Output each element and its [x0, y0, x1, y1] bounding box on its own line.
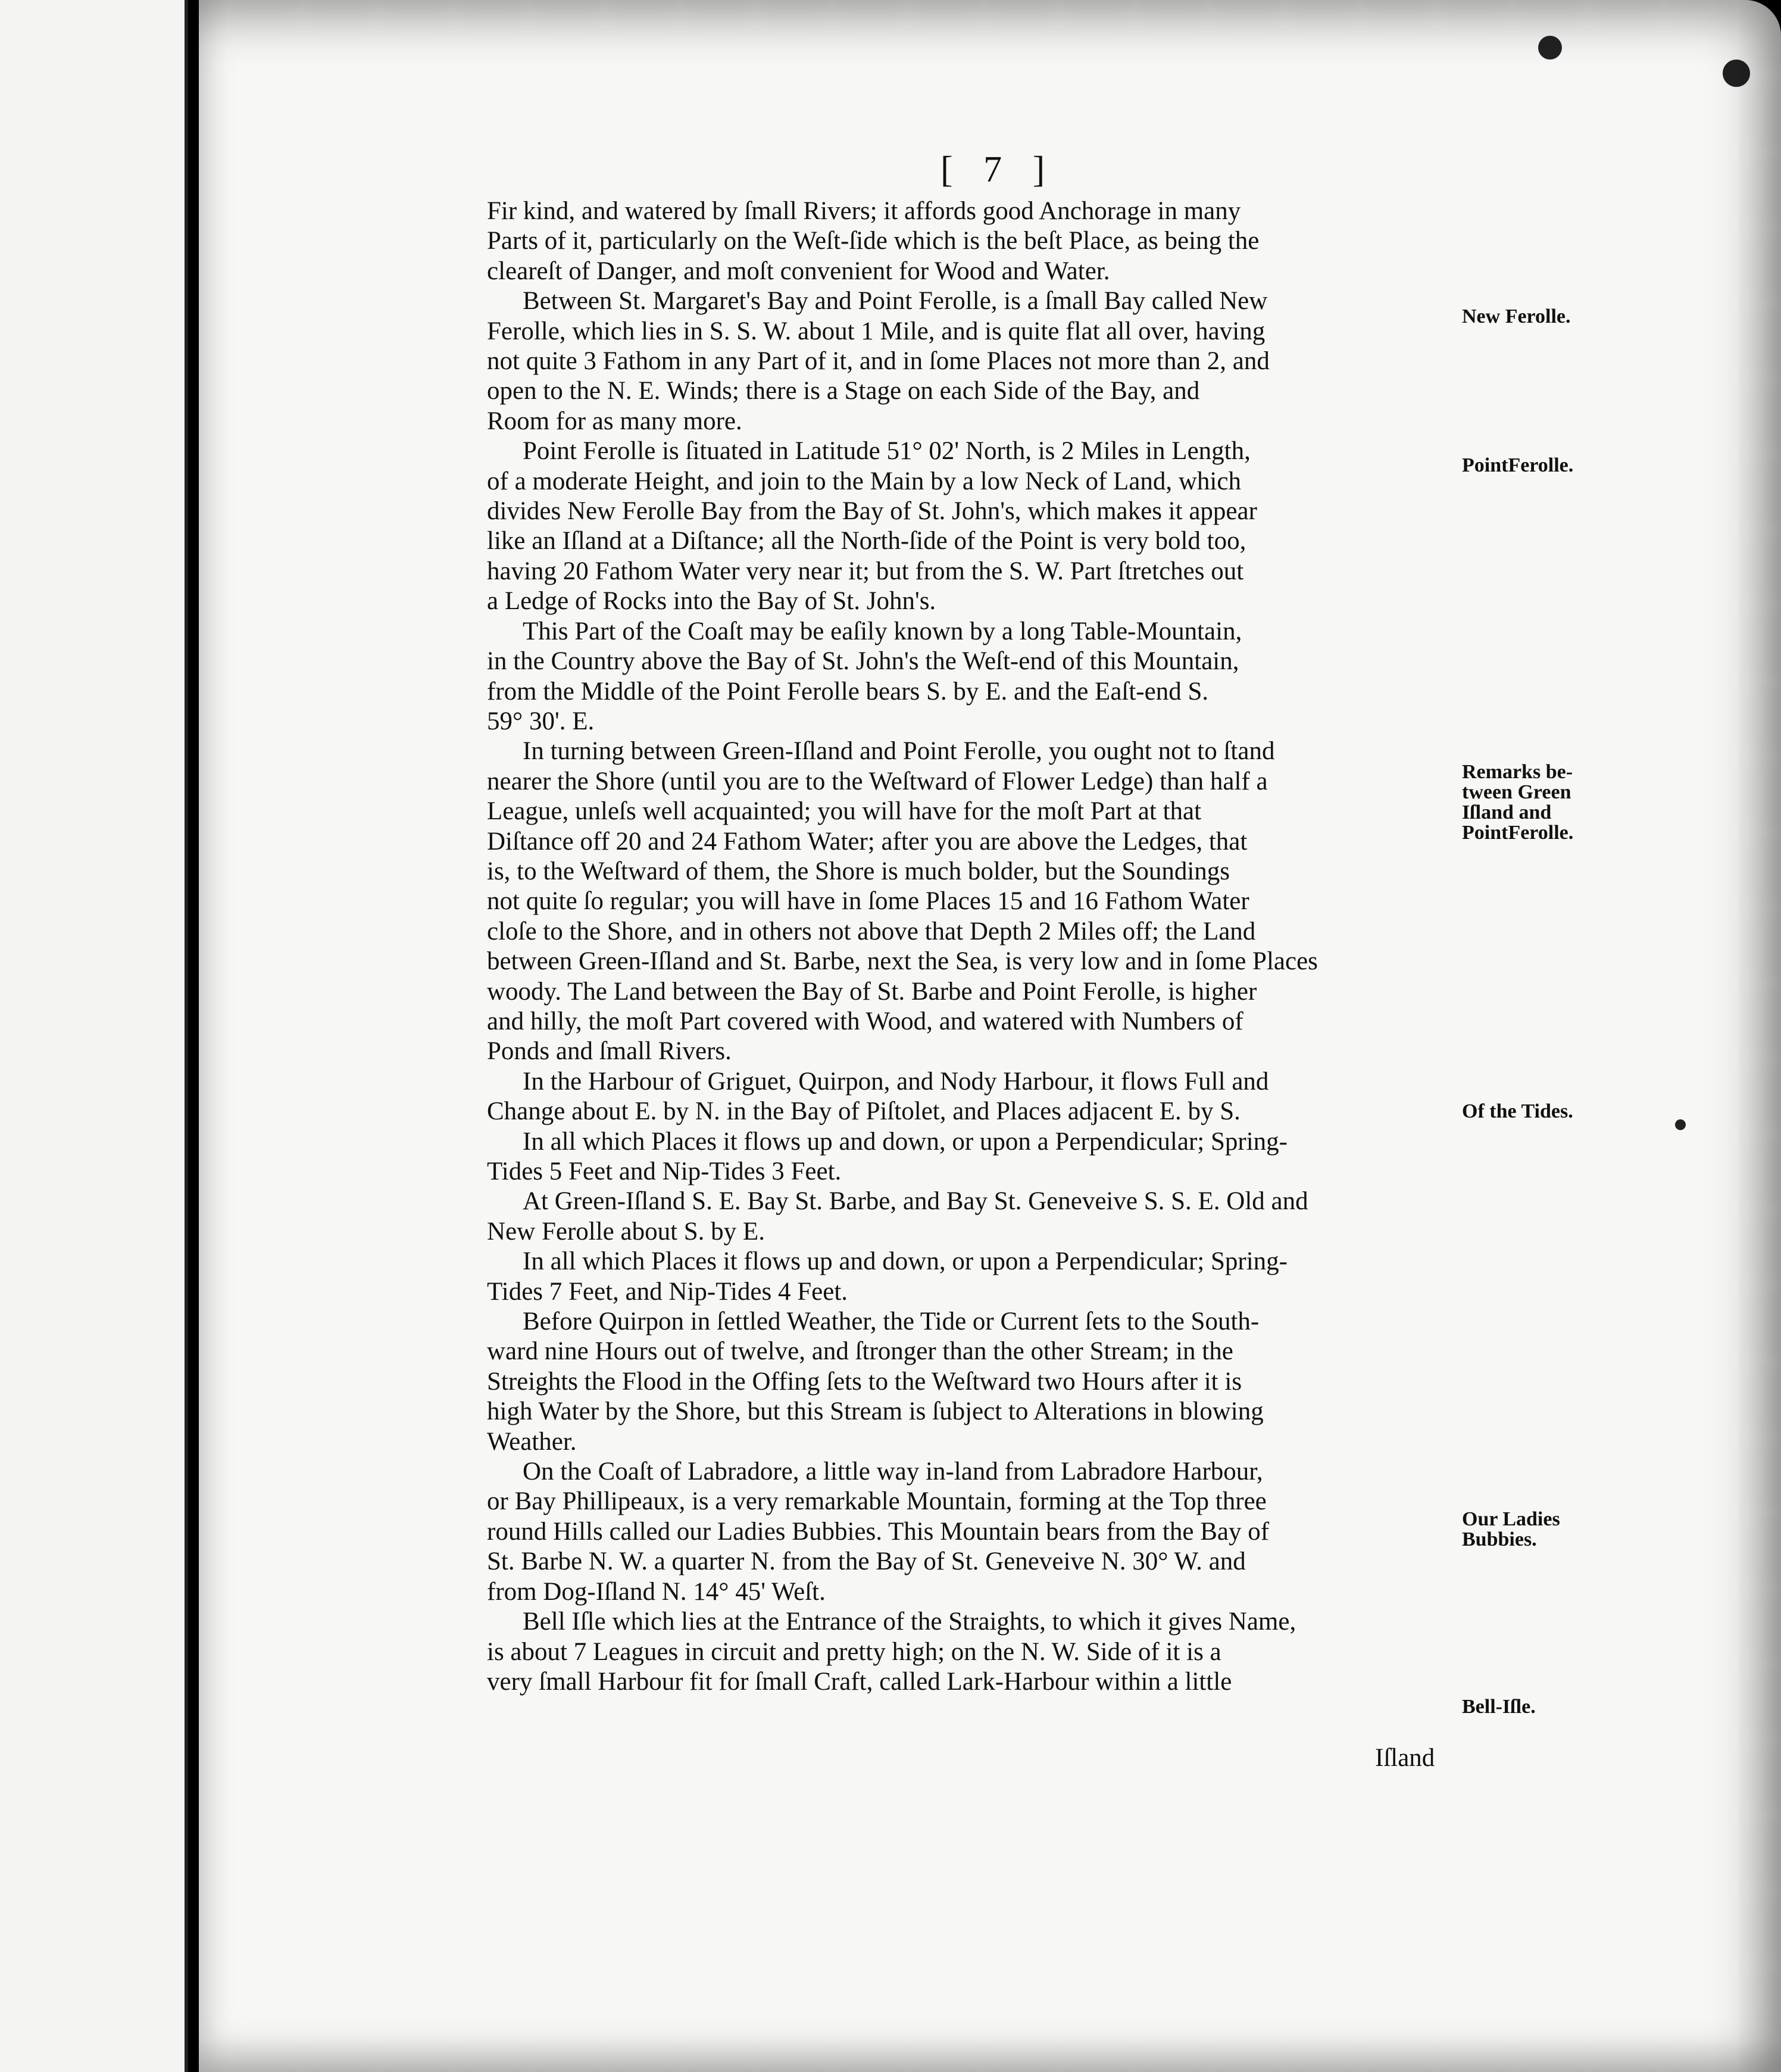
text-line: not quite 3 Fathom in any Part of it, and in ſome Places not more than 2, and [487, 347, 1270, 376]
paragraph [487, 196, 1457, 286]
paragraph [487, 617, 1457, 737]
stain-mark [1723, 60, 1750, 87]
text-line: In all which Places it flows up and down, or upon a Perpendicular; Spring- [523, 1127, 1288, 1156]
text-line: is about 7 Leagues in circuit and pretty high; on the N. W. Side of it is a [487, 1637, 1221, 1666]
text-line: In turning between Green-Iſland and Point Ferolle, you ought not to ſtand [523, 737, 1275, 766]
text-line: Ponds and ſmall Rivers. [487, 1037, 732, 1066]
margin-note: New Ferolle. [1462, 305, 1571, 327]
text-line: Before Quirpon in ſettled Weather, the Tide or Current ſets to the South- [523, 1308, 1260, 1336]
paragraph [487, 1607, 1457, 1697]
text-line: or Bay Phillipeaux, is a very remarkable Mountain, forming at the Top three [487, 1487, 1267, 1516]
paragraph [487, 1127, 1457, 1187]
text-line: Change about E. by N. in the Bay of Piſtolet, and Places adjacent E. by S. [487, 1097, 1241, 1126]
text-line: At Green-Iſland S. E. Bay St. Barbe, and Bay St. Geneveive S. S. E. Old and [523, 1187, 1308, 1216]
page-number: [ 7 ] [941, 149, 1056, 190]
text-line: like an Iſland at a Diſtance; all the North-ſide of the Point is very bold too, [487, 527, 1246, 556]
paragraph [487, 286, 1457, 436]
margin-note: PointFerolle. [1462, 454, 1574, 476]
text-line: having 20 Fathom Water very near it; but from the S. W. Part ſtretches out [487, 557, 1244, 585]
paragraph [487, 1307, 1457, 1457]
paragraph [487, 1457, 1457, 1607]
text-line: Fir kind, and watered by ſmall Rivers; it affords good Anchorage in many [487, 197, 1241, 225]
margin-note: Remarks be-tween Green Iſland and PointFerolle. [1462, 761, 1574, 844]
text-line: is, to the Weſtward of them, the Shore is much bolder, but the Soundings [487, 857, 1230, 885]
margin-note: Our Ladies Bubbies. [1462, 1508, 1560, 1550]
stain-mark [1538, 36, 1562, 60]
text-line: 59° 30'. E. [487, 707, 595, 735]
text-line: Room for as many more. [487, 407, 742, 435]
text-line: Diſtance off 20 and 24 Fathom Water; after you are above the Ledges, that [487, 827, 1248, 856]
text-line: Ferolle, which lies in S. S. W. about 1 Mile, and is quite flat all over, having [487, 317, 1266, 345]
text-line: cloſe to the Shore, and in others not above that Depth 2 Miles off; the Land [487, 917, 1256, 945]
text-line: from the Middle of the Point Ferolle bears S. by E. and the Eaſt-end S. [487, 677, 1209, 706]
paragraph [487, 436, 1457, 616]
text-line: Between St. Margaret's Bay and Point Ferolle, is a ſmall Bay called New [523, 287, 1268, 316]
text-line: Tides 7 Feet, and Nip-Tides 4 Feet. [487, 1277, 848, 1306]
text-line: Point Ferolle is ſituated in Latitude 51° 02' North, is 2 Miles in Length, [523, 437, 1251, 466]
text-line: nearer the Shore (until you are to the Weſtward of Flower Ledge) than half a [487, 767, 1268, 795]
margin-note: Bell-Iſle. [1462, 1696, 1536, 1718]
text-line: Parts of it, particularly on the Weſt-ſide which is the beſt Place, as being the [487, 227, 1260, 255]
text-line: ward nine Hours out of twelve, and ſtronger than the other Stream; in the [487, 1337, 1233, 1366]
text-line: Weather. [487, 1427, 577, 1456]
text-line: woody. The Land between the Bay of St. Barbe and Point Ferolle, is higher [487, 977, 1257, 1006]
gutter [189, 0, 199, 2072]
text-line: and hilly, the moſt Part covered with Wood, and watered with Numbers of [487, 1007, 1243, 1035]
paragraph [487, 737, 1457, 1066]
text-line: This Part of the Coaſt may be eaſily known by a long Table-Mountain, [523, 617, 1242, 645]
stain-mark [1675, 1119, 1686, 1130]
paragraph [487, 1187, 1457, 1247]
text-line: of a moderate Height, and join to the Main by a low Neck of Land, which [487, 467, 1241, 495]
text-line: cleareſt of Danger, and moſt convenient for Wood and Water. [487, 257, 1110, 285]
body-text [487, 196, 1457, 1697]
text-line: St. Barbe N. W. a quarter N. from the Bay of St. Geneveive N. 30° W. and [487, 1547, 1246, 1576]
text-line: Bell Iſle which lies at the Entrance of the Straights, to which it gives Name, [523, 1608, 1296, 1636]
text-line: a Ledge of Rocks into the Bay of St. John's. [487, 587, 936, 616]
text-line: Tides 5 Feet and Nip-Tides 3 Feet. [487, 1157, 842, 1185]
text-line: open to the N. E. Winds; there is a Stage on each Side of the Bay, and [487, 377, 1200, 405]
catchword: Iſland [1375, 1744, 1435, 1772]
text-line: On the Coaſt of Labradore, a little way in-land from Labradore Harbour, [523, 1458, 1263, 1486]
text-line: very ſmall Harbour fit for ſmall Craft, called Lark-Harbour within a little [487, 1667, 1232, 1696]
text-line: not quite ſo regular; you will have in ſome Places 15 and 16 Fathom Water [487, 887, 1249, 916]
text-line: in the Country above the Bay of St. John's the Weſt-end of this Mountain, [487, 647, 1239, 676]
margin-note: Of the Tides. [1462, 1100, 1573, 1122]
text-line: from Dog-Iſland N. 14° 45' Weſt. [487, 1577, 826, 1606]
text-line: League, unleſs well acquainted; you will have for the moſt Part at that [487, 797, 1202, 826]
facing-page-edge [0, 0, 188, 2072]
text-line: Streights the Flood in the Offing ſets to the Weſtward two Hours after it is [487, 1367, 1242, 1396]
text-line: between Green-Iſland and St. Barbe, next the Sea, is very low and in ſome Places [487, 947, 1318, 976]
text-line: high Water by the Shore, but this Stream is ſubject to Alterations in blowing [487, 1397, 1264, 1426]
text-line: New Ferolle about S. by E. [487, 1217, 765, 1246]
text-line: round Hills called our Ladies Bubbies. This Mountain bears from the Bay of [487, 1517, 1270, 1546]
text-line: In the Harbour of Griguet, Quirpon, and Nody Harbour, it flows Full and [523, 1067, 1269, 1096]
paragraph [487, 1247, 1457, 1307]
text-line: divides New Ferolle Bay from the Bay of St. John's, which makes it appear [487, 497, 1257, 526]
text-line: In all which Places it flows up and down, or upon a Perpendicular; Spring- [523, 1247, 1288, 1276]
paragraph [487, 1067, 1457, 1127]
